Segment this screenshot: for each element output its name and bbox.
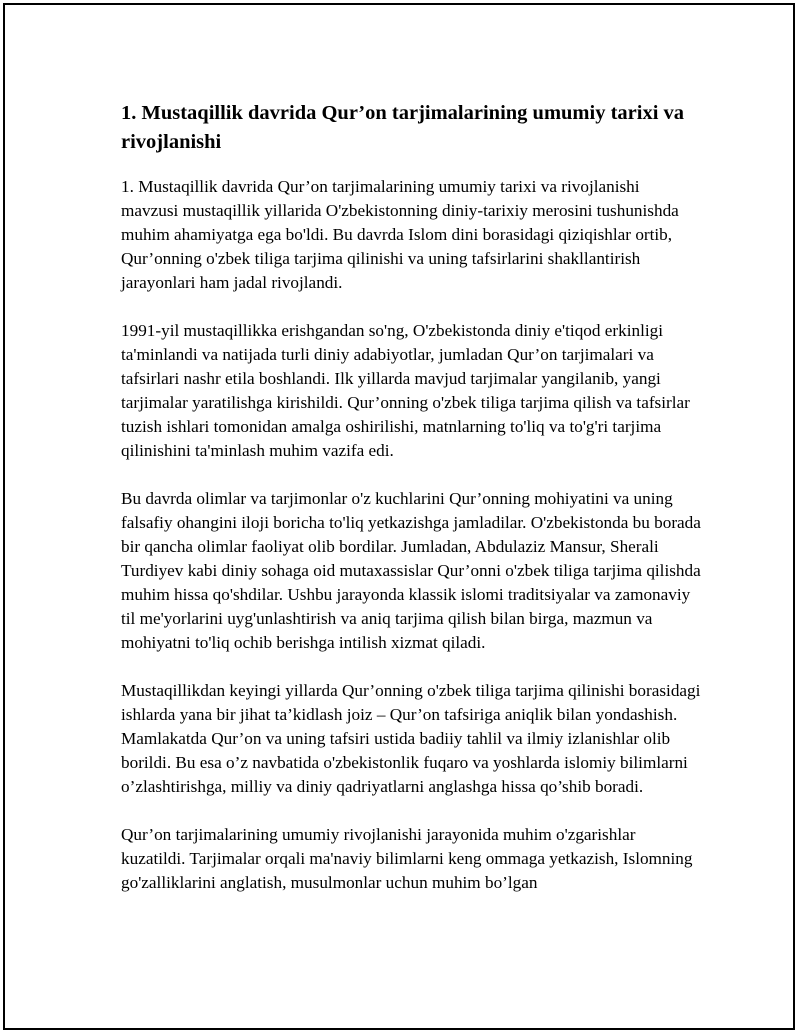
section-heading: 1. Mustaqillik davrida Qur’on tarjimalarining umumiy tarixi va rivojlanishi <box>121 102 685 153</box>
paragraph-4: Mustaqillikdan keyingi yillarda Qur’onning o'zbek tiliga tarjima qilinishi borasidagi ishlarda yana bir jihat ta’kidlash joiz – Qur’on tafsiriga aniqlik bilan yondashish. Mamlakatda Qur’on va uning tafsiri ustida badiiy tahlil va ilmiy izlanishlar olib borildi. Bu esa o’z navbatida o'zbekistonlik fuqaro va yoshlarda islomiy bilimlarni o’zlashtirishga, milliy va diniy qadriyatlarni anglashga hissa qo’shib boradi. <box>121 681 701 796</box>
paragraph-1: 1. Mustaqillik davrida Qur’on tarjimalarining umumiy tarixi va rivojlanishi mavzusi mustaqillik yillarida O'zbekistonning diniy-tarixiy merosini tushunishda muhim ahamiyatga ega bo'ldi. Bu davrda Islom dini borasidagi qiziqishlar ortib, Qur’onning o'zbek tiliga tarjima qilinishi va uning tafsirlarini shakllantirish jarayonlari ham jadal rivojlandi. <box>121 177 679 292</box>
document-body <box>121 99 701 919</box>
paragraph-3: Bu davrda olimlar va tarjimonlar o'z kuchlarini Qur’onning mohiyatini va uning falsafiy ohangini iloji boricha to'liq yetkazishga jamladilar. O'zbekistonda bu borada bir qancha olimlar faoliyat olib bordilar. Jumladan, Abdulaziz Mansur, Sherali Turdiyev kabi diniy sohaga oid mutaxassislar Qur’onni o'zbek tiliga tarjima qilishda muhim hissa qo'shdilar. Ushbu jarayonda klassik islomi traditsiyalar va zamonaviy til me'yorlarini uyg'unlashtirish va aniq tarjima qilish bilan birga, mazmun va mohiyatni to'liq ochib berishga intilish xizmat qiladi. <box>121 489 701 652</box>
paragraph-2: 1991-yil mustaqillikka erishgandan so'ng, O'zbekistonda diniy e'tiqod erkinligi ta'minlandi va natijada turli diniy adabiyotlar, jumladan Qur’on tarjimalari va tafsirlari nashr etila boshlandi. Ilk yillarda mavjud tarjimalar yangilanib, yangi tarjimalar yaratilishga kirishildi. Qur’onning o'zbek tiliga tarjima qilish va tafsirlar tuzish ishlari tomonidan amalga oshirilishi, matnlarning to'liq va to'g'ri tarjima qilinishini ta'minlash muhim vazifa edi. <box>121 321 690 460</box>
document-page <box>3 3 795 1030</box>
paragraph-5: Qur’on tarjimalarining umumiy rivojlanishi jarayonida muhim o'zgarishlar kuzatildi. Tarjimalar orqali ma'naviy bilimlarni keng ommaga yetkazish, Islomning go'zalliklarini anglatish, musulmonlar uchun muhim bo’lgan <box>121 825 693 892</box>
